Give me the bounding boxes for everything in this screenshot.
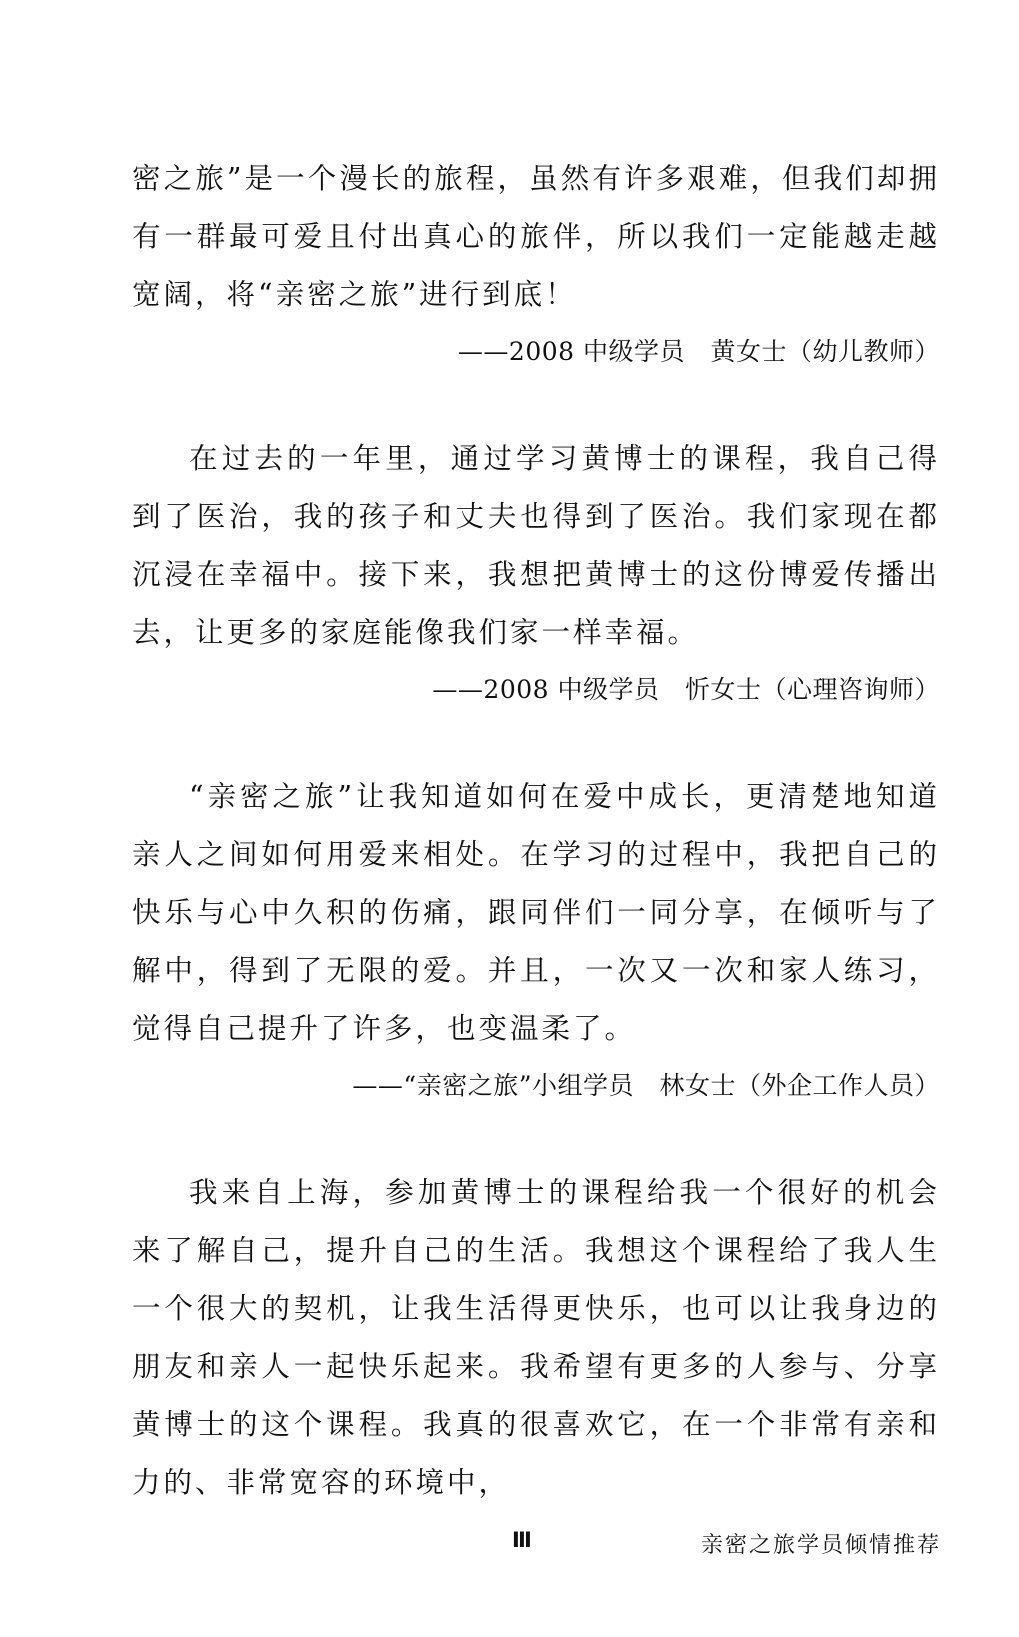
page-body — [132, 150, 940, 1512]
testimonial-signature: ——2008 中级学员 忻女士（心理咨询师） — [432, 675, 940, 704]
testimonial-entry — [132, 1164, 940, 1512]
testimonial-entry — [132, 768, 940, 1114]
testimonial-entry — [132, 150, 940, 380]
page-footer — [0, 1528, 1019, 1568]
running-head: 亲密之旅学员倾情推荐 — [700, 1533, 941, 1558]
testimonial-text: 我来自上海，参加黄博士的课程给我一个很好的机会来了解自己，提升自己的生活。我想这个课程给了我人生一个很大的契机，让我生活得更快乐，也可以让我身边的朋友和亲人一起快乐起来。我希望有更多的人参与、分享黄博士的这个课程。我真的很喜欢它，在一个非常有亲和力的、非常宽容的环境中， — [132, 1176, 940, 1499]
testimonial-signature: ——2008 中级学员 黄女士（幼儿教师） — [457, 337, 940, 366]
page-number: Ⅲ — [512, 1528, 531, 1552]
testimonial-entry — [132, 430, 940, 718]
testimonial-text: 密之旅”是一个漫长的旅程，虽然有许多艰难，但我们却拥有一群最可爱且付出真心的旅伴，所以我们一定能越走越宽阔，将“亲密之旅”进行到底！ — [132, 162, 940, 311]
testimonial-signature: ——“亲密之旅”小组学员 林女士（外企工作人员） — [352, 1071, 940, 1100]
testimonial-text: “亲密之旅”让我知道如何在爱中成长，更清楚地知道亲人之间如何用爱来相处。在学习的过程中，我把自己的快乐与心中久积的伤痛，跟同伴们一同分享，在倾听与了解中，得到了无限的爱。并且，一次又一次和家人练习，觉得自己提升了许多，也变温柔了。 — [132, 780, 940, 1045]
testimonial-text: 在过去的一年里，通过学习黄博士的课程，我自己得到了医治，我的孩子和丈夫也得到了医治。我们家现在都沉浸在幸福中。接下来，我想把黄博士的这份博爱传播出去，让更多的家庭能像我们家一样幸福。 — [132, 442, 940, 649]
